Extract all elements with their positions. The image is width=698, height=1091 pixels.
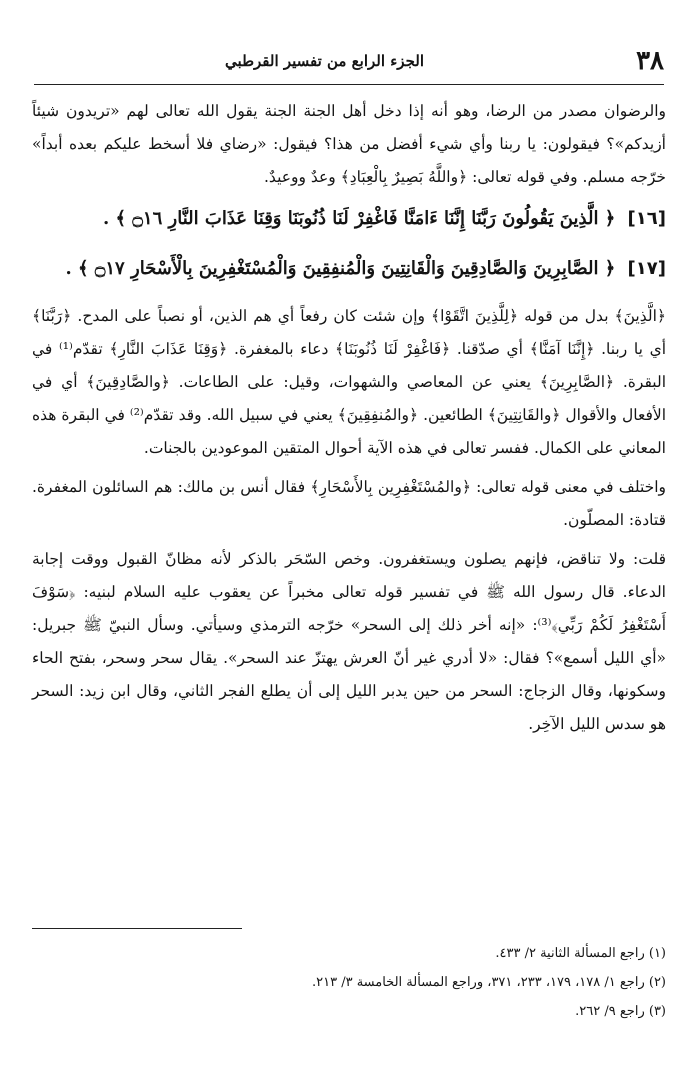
verse-number: [١٦] [627,208,666,229]
paragraph: والرضوان مصدر من الرضا، وهو أنه إذا دخل أهل الجنة الجنة يقول الله تعالى لهم «تريدون شيئاً أزيدكم»؟ فيقولون: يا ربنا وأي شيء أفضل من هذا؟ فيقول: «رضاي فلا أسخط عليكم بعده أبداً» خرّجه مسلم. وفي قوله تعالى: ﴿واللَّهُ بَصِيرٌ بِالْعِبَادِ﴾ وعدٌ ووعيدٌ. [32,102,666,186]
page-header [34,48,664,86]
verse-line [32,250,666,288]
paragraph: واختلف في معنى قوله تعالى: ﴿والمُسْتَغْفِرِين بِالأَسْحَارِ﴾ فقال أنس بن مالك: هم السائلون المغفرة. قتادة: المصلّون. [32,478,666,529]
verse-line [32,200,666,238]
verse-number: [١٧] [627,258,666,279]
footnote: (١) راجع المسألة الثانية ٢/ ٤٣٣. [495,946,666,961]
footnote: (٣) راجع ٩/ ٢٦٢. [575,1004,666,1019]
paragraph: قلت: ولا تناقض، فإنهم يصلون ويستغفرون. وخص السّحَر بالذكر لأنه مظانّ القبول ووقت إجابة الدعاء. قال رسول الله ﷺ في تفسير قوله تعالى مخبراً عن يعقوب عليه السلام لبنيه: ﴿سَوْفَ أَسْتَغْفِرُ لَكُمْ رَبِّي﴾⁽³⁾: «إنه أخر ذلك إلى السحر» خرّجه الترمذي وسيأتي. وسأل النبيّ ﷺ جبريل: «أي الليل أسمع»؟ فقال: «لا أدري غير أنّ العرش يهتزّ عند السحر». يقال سحر وسحر، بفتح الحاء وسكونها، وقال الزجاج: السحر من حين يدبر الليل إلى أن يطلع الفجر الثاني، وقال ابن زيد: السحر هو سدس الليل الآخِر. [32,550,666,733]
paragraph: ﴿الَّذِينَ﴾ بدل من قوله ﴿لِلَّذِينَ اتَّقَوْا﴾ وإن شئت كان رفعاً أي هم الذين، أو نصباً على المدح. ﴿رَبَّنَا﴾ أي يا ربنا. ﴿إِنَّنَا آمَنَّا﴾ أي صدّقنا. ﴿فَاغْفِرْ لَنَا ذُنُوبَنَا﴾ دعاء بالمغفرة. ﴿وَقِنَا عَذَابَ النَّارِ﴾ تقدّم⁽¹⁾ في البقرة. ﴿الصَّابِرِينَ﴾ يعني عن المعاصي والشهوات، وقيل: على الطاعات. ﴿والصَّادِقِينَ﴾ أي في الأفعال والأقوال ﴿والقَانِتِينَ﴾ الطائعين. ﴿والمُنفِقِينَ﴾ يعني في سبيل الله. وقد تقدّم⁽²⁾ في البقرة هذه المعاني على الكمال. ففسر تعالى في هذه الآية أحوال المتقين الموعودين بالجنات. [32,307,667,457]
footnote-rule [32,928,242,929]
verse-text: ﴿ الصَّابِرِينَ وَالصَّادِقِينَ وَالْقَانِتِينَ وَالْمُنفِقِينَ وَالْمُسْتَغْفِرِينَ بِالْأَسْحَارِ ۝١٧ ﴾ . [65,258,616,279]
verse-text: ﴿ الَّذِينَ يَقُولُونَ رَبَّنَا إِنَّنَا ءَامَنَّا فَاغْفِرْ لَنَا ذُنُوبَنَا وَقِنَا عَذَابَ النَّارِ ۝١٦ ﴾ . [103,208,616,229]
page-body [32,95,666,747]
header-rule [34,84,664,85]
footnote: (٢) راجع ١/ ١٧٨، ١٧٩، ٢٣٣، ٣٧١، وراجع المسألة الخامسة ٣/ ٢١٣. [311,975,666,990]
page-number: ٣٨ [636,46,664,76]
footnotes [32,928,666,1026]
running-title: الجزء الرابع من تفسير القرطبي [225,52,424,70]
